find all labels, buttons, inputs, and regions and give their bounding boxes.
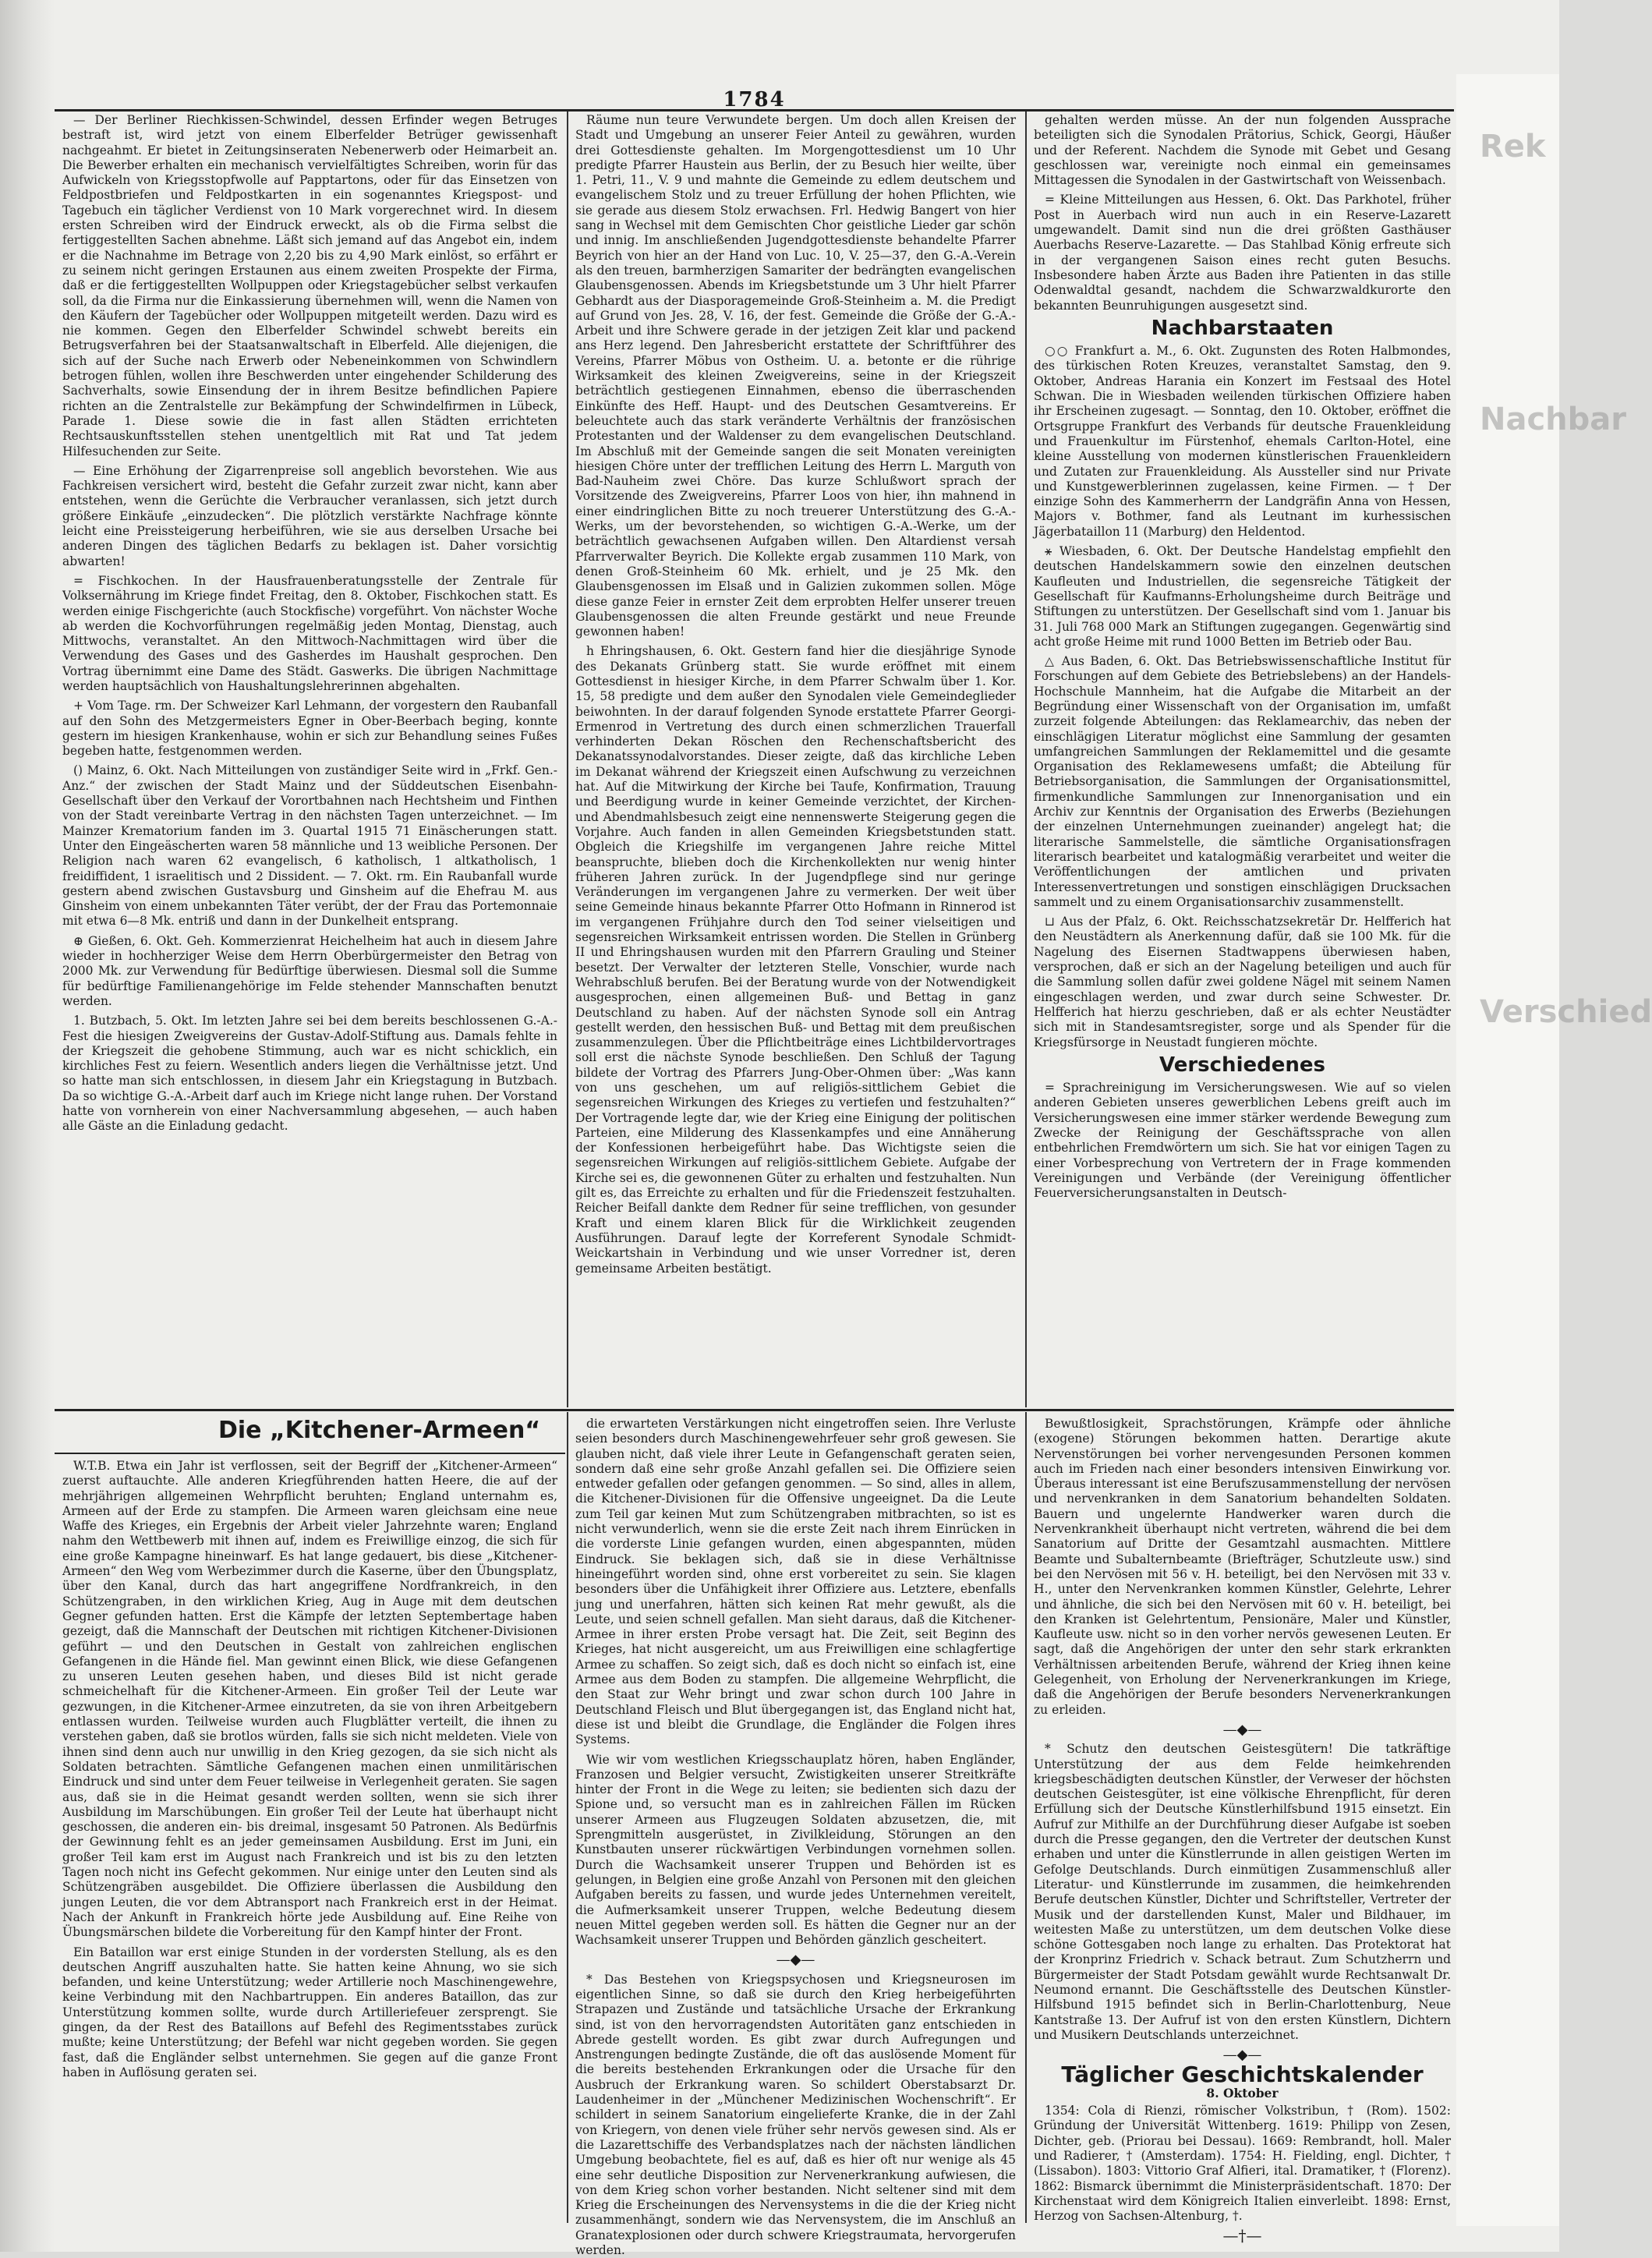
column-divider bbox=[567, 1412, 568, 2223]
section-title-verschiedenes: Verschiedenes bbox=[1159, 1053, 1325, 1077]
headline-underline bbox=[55, 1453, 565, 1454]
separator-diamond-icon: —◆— bbox=[1222, 1721, 1262, 1738]
article-pfalz: ⊔ Aus der Pfalz, 6. Okt. Reichsschatzsekretär Dr. Helfferich hat den Neustädtern als Anerkennung dafür, daß sie 100 Mk. für die Nagelung des Eisernen Stadtwappens überwiesen haben, versprochen, daß er sich an der Nagelung beteiligen und auch für die Sammlung sollen dafür zwei goldene Nägel mit seinem Namen eingeschlagen werden, und zwar durch seine Schwester. Dr. Helfferich hat hierzu geschrieben, daß er als echter Neustädter sich mit in Standesamtsregister, sorge und als Spender für die Kriegsfürsorge in Neustadt fungieren möchte. bbox=[1034, 915, 1451, 1049]
kitchener-column-2 bbox=[575, 1417, 1016, 2258]
kitchener-paragraph: Ein Bataillon war erst einige Stunden in der vordersten Stellung, als es den deutschen Angriff auszuhalten hatte. Sie hatten keine Ahnung, wo sie sich befanden, und keine Unterstützung; weder Artillerie noch Maschinengewehre, keine Verbindung mit den Nachbartruppen. Ein anderes Bataillon, das zur Unterstützung kommen sollte, wurde durch Artilleriefeuer zersprengt. Sie gingen, da der Rest des Bataillons auf Befehl des Regimentsstabes zurück mußte; keine Unterstützung; der Befehl war nicht gegeben worden. Sie gegen fast, daß die Engländer selbst unternehmen. Sie gegen auf die ganze Front haben in Auflösung geraten sei. bbox=[62, 1945, 557, 2079]
column-2-upper bbox=[575, 113, 1016, 1392]
article-synode-schluss: gehalten werden müsse. An der nun folgenden Aussprache beteiligten sich die Synodalen Prätorius, Schick, Georgi, Häußer und der Referent. Nachdem die Synode mit Gebet und Gesang geschlossen war, vereinigte noch einmal ein gemeinsames Mittagessen die Synodalen in der Gastwirtschaft von Weissenbach. bbox=[1034, 113, 1451, 188]
calendar-date: 8. Oktober bbox=[1206, 2085, 1279, 2101]
article-fischkochen: = Fischkochen. In der Hausfrauenberatungsstelle der Zentrale für Volksernährung im Kriege findet Freitag, den 8. Oktober, Fischkochen statt. Es werden einige Fischgerichte (auch Stockfische) vorgeführt. Von nächster Woche ab werden die Kochvorführungen regelmäßig jeden Montag, Dienstag, auch Mittwochs, veranstaltet. An den Mittwoch-Nachmittagen wird über die Verwendung des Gases und des Gasherdes im Haushalt gesprochen. Den Vortrag übernimmt eine Dame des Städt. Gaswerks. Die übrigen Nachmittage werden hauptsächlich von Haushaltungslehrerinnen abgehalten. bbox=[62, 573, 557, 693]
bleed-through-text: Nachbar bbox=[1480, 402, 1627, 437]
article-ehringshausen: h Ehringshausen, 6. Okt. Gestern fand hier die diesjährige Synode des Dekanats Grünberg statt. Sie wurde eröffnet mit einem Gottesdienst in hiesiger Kirche, in dem Pfarrer Schwalm über 1. Kor. 15, 58 predigte und dem außer den Synodalen viele Gemeindeglieder beiwohnten. In der darauf folgenden Synode erstattete Pfarrer Georgi-Ermenrod in Vertretung des durch einen schmerzlichen Trauerfall verhinderten Dekan Röschen den Rechenschaftsbericht des Dekanatssynodalvorstandes. Dieser zeigte, daß das kirchliche Leben im Dekanat während der Kriegszeit einen Aufschwung zu verzeichnen hat. Auf die Mitwirkung der Kirche bei Taufe, Konfirmation, Trauung und Beerdigung wurde in keiner Gemeinde verzichtet, der Kirchen- und Abendmahlsbesuch zeigt eine nennenswerte Steigerung gegen die Vorjahre. Auch fanden in allen Gemeinden Kriegsbetstunden statt. Obgleich die Kriegshilfe im vergangenen Jahre reiche Mittel beanspruchte, blieben doch die Kirchenkollekten nur wenig hinter früheren Jahren zurück. In der Jugendpflege sind nur geringe Veränderungen im vergangenen Jahre zu vermerken. Der weit über seine Gemeinde hinaus bekannte Pfarrer Otto Hofmann in Rinnerod ist im vergangenen Frühjahre durch den Tod seiner vielseitigen und segensreichen Wirksamkeit entrissen worden. Die Stellen in Grünberg II und Ehringshausen wurden mit den Pfarrern Grauling und Steiner besetzt. Der Verwalter der letzteren Stelle, Vonschier, wurde nach Wehrabschluß berufen. Bei der Beratung wurde von der Notwendigkeit ausgesprochen, einen allgemeinen Buß- und Bettag in ganz Deutschland zu haben. Auf der nächsten Synode soll ein Antrag gestellt werden, den hessischen Buß- und Bettag mit dem preußischen zusammenzulegen. Über die Pflichtbeiträge eines Lichtbildervortrages soll erst die nächste Synode beschließen. Den Schluß der Tagung bildete der Vortrag des Pfarrers Jung-Ober-Ohmen über: „Was kann von uns geschehen, um auf religiös-sittlichem Gebiet die segensreichen Wirkungen des Krieges zu vertiefen und festzuhalten?“ Der Vortragende legte dar, wie der Krieg eine Einigung der politischen Parteien, eine Milderung des Klassenkampfes und eine Annäherung der Konfessionen herbeigeführt habe. Das Wichtigste seien die segensreichen Wirkungen auf religiös-sittlichem Gebiete. Aufgabe der Kirche sei es, die gewonnenen Güter zu erhalten und festzuhalten. Nun gilt es, das Erreichte zu erhalten und für die Friedenszeit festzuhalten. Reicher Beifall dankte dem Redner für seine trefflichen, von gesunder Kraft und einem klaren Blick für die Wirklichkeit zeugenden Ausführungen. Darauf legte der Korreferent Synodale Schmidt-Weickartshain in Verbindung und wie unser Vorredner ist, deren gemeinsame Arbeiten bestätigt. bbox=[575, 644, 1016, 1276]
kitchener-paragraph: die erwarteten Verstärkungen nicht eingetroffen seien. Ihre Verluste seien besonders durch Maschinengewehrfeuer sehr groß gewesen. Sie glauben nicht, daß viele ihrer Leute in Gefangenschaft geraten seien, sondern daß eine sehr große Anzahl gefallen sei. Die Offiziere seien entweder gefallen oder gefangen genommen. — So sind, alles in allem, die Kitchener-Divisionen für die Offensive ungeeignet. Da die Leute zum Teil gar keinen Mut zum Schützengraben mitbrachten, so ist es nicht verwunderlich, wenn sie die erste Zeit nach ihrem Einrücken in die vorderste Linie gefangen wurden, einen abgespannten, müden Eindruck. Sie beklagen sich, daß sie in diese Verhältnisse hineingeführt worden sind, ohne erst vorbereitet zu sein. Sie klagen besonders über die Unfähigkeit ihrer Offiziere aus. Letztere, ebenfalls jung und unerfahren, hätten sich keinen Rat mehr gewußt, als die Leute, und seien schnell gefallen. Man sieht daraus, daß die Kitchener-Armee in ihrer ersten Probe versagt hat. Die Zeit, seit Beginn des Krieges, hat nicht ausgereicht, um aus Freiwilligen eine schlagfertige Armee zu schaffen. So zeigt sich, daß es doch nicht so einfach ist, eine Armee aus dem Boden zu stampfen. Die allgemeine Wehrpflicht, die den Staat zur Wehr bringt und zwar schon durch 100 Jahre in Deutschland Fleisch und Blut übergegangen ist, das England nicht hat, diese ist und bleibt die Grundlage, die Engländer die Folgen ihres Systems. bbox=[575, 1417, 1016, 1747]
kitchener-paragraph: Wie wir vom westlichen Kriegsschauplatz hören, haben Engländer, Franzosen und Belgier versucht, Zwistigkeiten unserer Streitkräfte hinter der Front in die Wege zu leiten; sie bedienten sich dazu der Spione und, so versucht man es in zahlreichen Fällen im Rücken unserer Armeen aus Flugzeugen Soldaten abzusetzen, die, mit Sprengmitteln ausgerüstet, in Zivilkleidung, Störungen an den Kunstbauten unserer rückwärtigen Verbindungen vornehmen sollen. Durch die Wachsamkeit unserer Truppen und Behörden ist es gelungen, in Belgien eine große Anzahl von Personen mit den gleichen Aufgaben bereits zu fassen, und wurde jedes Unternehmen vereitelt, die Aufmerksamkeit unserer Truppen, welche Bedeutung diesem neuen Mittel gegeben werden soll. Es hätten die Gegner nur an der Wachsamkeit unserer Truppen und Behörden gänzlich gescheitert. bbox=[575, 1752, 1016, 1948]
end-mark-icon: —†— bbox=[1222, 2226, 1262, 2246]
facing-page-edge bbox=[1456, 74, 1652, 2226]
article-riechkissen: — Der Berliner Riechkissen-Schwindel, dessen Erfinder wegen Betruges bestraft ist, wird jetzt von einem Elberfelder Betrüger gewissenhaft nachgeahmt. Er bietet in Zeitungsinseraten Nebenerwerb oder Heimarbeit an. Die Bewerber erhalten ein mechanisch vervielfältigtes Schreiben, worin für das Aufwickeln von Kriegsstopfwolle auf Papptartons, oder für das Einsetzen von Feldpostbriefen und Feldpostkarten in ein sogenanntes Kriegspost- und Tagebuch ein täglicher Verdienst von 10 Mark vorgerechnet wird. In diesem ersten Schreiben wird der Eindruck erweckt, als ob die Firma selbst die fertiggestellten Sachen abnehme. Läßt sich jemand auf das Angebot ein, indem er die Nachnahme im Betrage von 2,20 bis zu 4,90 Mark einlöst, so erfährt er zu seinem nicht geringen Erstaunen aus einem zweiten Prospekte der Firma, daß er die fertiggestellten Wollpuppen oder Kriegstagebücher selbst verkaufen soll, da die Firma nur die Einkassierung übernehmen will, wenn die Namen von den Käufern der Tagebücher oder Wollpuppen mitgeteilt werden. Dazu wird es nie kommen. Gegen den Elberfelder Schwindel schwebt bereits ein Betrugsverfahren bei der Staatsanwaltschaft in Elberfeld. Alle diejenigen, die sich auf der Suche nach Erwerb oder Nebeneinkommen von Schwindlern betrogen fühlen, wollen ihre Beschwerden unter eingehender Schilderung des Sachverhalts, sowie Einsendung der in ihrem Besitze befindlichen Papiere richten an die Zentralstelle zur Bekämpfung der Schwindelfirmen in Lübeck, Parade 1. Diese sowie die in fast allen Städten errichteten Rechtsauskunftsstellen stehen unentgeltlich mit Rat und Tat jedem Hilfesuchenden zur Seite. bbox=[62, 113, 557, 458]
article-kleine-mitteilungen: = Kleine Mitteilungen aus Hessen, 6. Okt. Das Parkhotel, früher Post in Auerbach wird nun auch in ein Reserve-Lazarett umgewandelt. Damit sind nun die drei größten Gasthäuser Auerbachs Reserve-Lazarette. — Das Stahlbad König erfreute sich in der vergangenen Saison eines recht guten Besuchs. Insbesondere haben Ärzte aus Baden ihre Patienten in das stille Odenwaldtal gesandt, nachdem die Schwarzwaldkurorte den bekannten Beunruhigungen ausgesetzt sind. bbox=[1034, 193, 1451, 313]
header-rule bbox=[55, 109, 1454, 111]
column-3-upper bbox=[1034, 113, 1451, 1392]
calendar-title: Täglicher Geschichtskalender bbox=[1061, 2062, 1424, 2088]
column-divider bbox=[1025, 111, 1027, 1407]
kitchener-column-1 bbox=[62, 1459, 557, 2223]
article-kriegspsychosen: * Das Bestehen von Kriegspsychosen und Kriegsneurosen im eigentlichen Sinne, so daß sie durch den Krieg herbeigeführten Strapazen und Zustände und tatsächliche Ursache der Erkrankung sind, ist von den hervorragendsten Autoritäten ganz entschieden in Abrede gestellt worden. Es gibt zwar durch Aufregungen und Anstrengungen bedingte Zustände, die oft das auslösende Moment für die bereits bestehenden Erkrankungen oder die Ursache für den Ausbruch der Erkrankung waren. So schildert Oberstabsarzt Dr. Laudenheimer in der „Münchener Medizinischen Wochenschrift“. Er schildert in seinem Sanatorium eingelieferte Kranke, die in der Zahl von Kriegern, von denen viele früher sehr nervös gewesen sind. Als er die Lazarettschiffe des Verbandsplatzes nach der nächsten ländlichen Umgebung beobachtete, fiel es auf, daß es hier oft nur wenige als 45 eine sehr deutliche Disposition zur Nervenerkrankung aufwiesen, die von dem Krieg schon vorher bestanden. Nicht seltener sind mit dem Krieg die Erscheinungen des Nervensystems in die die der Krieg nicht zusammenhängt, sondern wie das Nervensystem, die im Anschluß an Granatexplosionen oder durch schwere Kriegstraumata, hervorgerufen werden. bbox=[575, 1972, 1016, 2258]
book-gutter-shadow bbox=[0, 0, 55, 2252]
article-giessen: ⊕ Gießen, 6. Okt. Geh. Kommerzienrat Heichelheim hat auch in diesem Jahre wieder in hochherziger Weise dem Herrn Oberbürgermeister den Betrag von 2000 Mk. zur Verwendung für Bedürftige überwiesen. Diesmal soll die Summe für bedürftige Familienangehörige im Felde stehender Mannschaften benutzt werden. bbox=[62, 933, 557, 1008]
article-sprachreinigung: = Sprachreinigung im Versicherungswesen. Wie auf so vielen anderen Gebieten unseres gewerblichen Lebens greift auch im Versicherungswesen eine immer stärker werdende Bewegung zum Zwecke der Reinigung der Geschäftssprache von allen entbehrlichen Fremdwörtern um sich. Sie hat vor einigen Tagen zu einer Vorbesprechung von Vertretern der in Frage kommenden Vereinigungen und Verbände (der Vereinigung öffentlicher Feuerversicherungsanstalten in Deutsch- bbox=[1034, 1081, 1451, 1201]
article-gustav-adolf-feier: Räume nun teure Verwundete bergen. Um doch allen Kreisen der Stadt und Umgebung an unserer Feier Anteil zu gewähren, wurden drei Gottesdienste gehalten. Im Morgengottesdienst um 10 Uhr predigte Pfarrer Haustein aus Berlin, der zu Besuch hier weilte, über 1. Petri, 11., V. 9 und mahnte die Gemeinde zu edlem deutschem und evangelischem Stolz und zu treuer Erfüllung der hohen Pflichten, wie sie gerade aus diesem Stolz erwachsen. Frl. Hedwig Bangert von hier sang in Wechsel mit dem Gemischten Chor geistliche Lieder gar schön und innig. Im anschließenden Jugendgottesdienste behandelte Pfarrer Beyrich von hier an der Hand von Luc. 10, V. 25—37, den G.-A.-Verein als den treuen, barmherzigen Samariter der bedrängten evangelischen Glaubensgenossen. Abends im Kriegsbetstunde um 3 Uhr hielt Pfarrer Gebhardt aus der Diasporagemeinde Groß-Steinheim a. M. die Predigt auf Grund von Jes. 28, V. 16, der fest. Gemeinde die Größe der G.-A.-Arbeit und ihre Schwere gerade in der jetzigen Zeit klar und packend ans Herz legend. Den Jahresbericht erstattete der Schriftführer des Vereins, Pfarrer Möbus von Ostheim. U. a. betonte er die rührige Wirksamkeit des kleinen Zweigvereins, seine in der Kriegszeit beträchtlich gestiegenen Einnahmen, ebenso die überraschenden Einkünfte des Heff. Haupt- und des Deutschen Gesamtvereins. Er beleuchtete auch das stark veränderte Verhältnis der französischen Protestanten und der Waldenser zu dem evangelischen Deutschland. Im Abschluß mit der Gemeinde sangen die seit Monaten vereinigten hiesigen Chöre unter der trefflichen Leitung des Herrn L. Marguth von Bad-Nauheim zwei Chöre. Das kurze Schlußwort sprach der Vorsitzende des Zweigvereins, Pfarrer Loos von hier, ihn mahnend in einer eindringlichen Bitte zu noch treuerer Unterstützung des G.-A.-Werks, um der bevorstehenden, so wichtigen G.-A.-Werke, um der beträchtlich gewachsenen Aufgaben willen. Den Altardienst versah Pfarrverwalter Beyrich. Die Kollekte ergab zusammen 110 Mark, von denen Groß-Steinheim 60 Mk. erhielt, und je 25 Mk. den Glaubensgenossen im Elsaß und in Galizien zukommen sollen. Möge diese ganze Feier in ernster Zeit dem erprobten Helfer unserer treuen Glaubensgenossen die alten Freunde gestärkt und neue Freunde gewonnen haben! bbox=[575, 113, 1016, 639]
article-wiesbaden: ⚹ Wiesbaden, 6. Okt. Der Deutsche Handelstag empfiehlt den deutschen Handelskammern sowie den einzelnen deutschen Kaufleuten und Industriellen, die segensreiche Tätigkeit der Gesellschaft für Kaufmanns-Erholungsheime durch Beiträge und Stiftungen zu unterstützen. Der Gesellschaft sind vom 1. Januar bis 31. Juli 768 000 Mark an Stiftungen zugegangen. Gegenwärtig sind acht große Heime mit rund 1000 Betten im Betrieb oder Bau. bbox=[1034, 544, 1451, 649]
bleed-through-text: Verschied bbox=[1480, 994, 1652, 1030]
article-geistesguetern: * Schutz den deutschen Geistesgütern! Die tatkräftige Unterstützung der aus dem Felde heimkehrenden kriegsbeschädigten deutschen Künstler, der Verweser der höchsten deutschen Geistesgüter, ist eine völkische Ehrenpflicht, für deren Erfüllung sich der Deutsche Künstlerhilfsbund 1915 einsetzt. Ein Aufruf zur Mithilfe an der Durchführung dieser Aufgabe ist soeben durch die Presse gegangen, den die Vertreter der deutschen Kunst erhaben und unter die Künstlerrunde in allen geistigen Werten im Gefolge Deutschlands. Durch einmütigen Zusammenschluß aller Literatur- und Künstlerrunde im zusammen, die heimkehrenden Berufe deutschen Künstler, Dichter und Schriftsteller, Vertreter der Musik und der darstellenden Kunst, Maler und Bildhauer, im weitesten Maße zu unterstützen, um dem deutschen Volke diese schöne Gottesgaben noch lange zu erhalten. Das Protektorat hat der Kronprinz Friedrich v. Schack betraut. Zum Schutzherrn und Bürgermeister der Stadt Potsdam gewählt wurde Rechtsanwalt Dr. Neumond ernannt. Die Geschäftsstelle des Deutschen Künstler-Hilfsbund 1915 befindet sich in Berlin-Charlottenburg, Neue Kantstraße 13. Der Aufruf ist von den ersten Künstlern, Dichtern und Musikern Deutschlands unterzeichnet. bbox=[1034, 1742, 1451, 2042]
article-frankfurt: ○○ Frankfurt a. M., 6. Okt. Zugunsten des Roten Halbmondes, des türkischen Roten Kreuzes, veranstaltet Samstag, den 9. Oktober, Andreas Harania ein Konzert im Festsaal des Hotel Schwan. Die in Wiesbaden weilenden türkischen Offiziere haben ihr Erscheinen zugesagt. — Sonntag, den 10. Oktober, eröffnet die Ortsgruppe Frankfurt des Verbands für deutsche Frauenkleidung und Frauenkultur im Fürstenhof, ehemals Carlton-Hotel, eine kleine Ausstellung von modernen künstlerischen Frauenkleidern und Zutaten zur Frauenkleidung. Als Aussteller sind nur Private und Kunstgewerblerinnen zugelassen, keine Firmen. — † Der einzige Sohn des Kammerherrn der Landgräfin Anna von Hessen, Majors v. Bothmer, fand als Leutnant im kurhessischen Jägerbataillon 11 (Marburg) den Heldentod. bbox=[1034, 344, 1451, 539]
separator-diamond-icon: —◆— bbox=[776, 1952, 815, 1969]
column-1-upper bbox=[62, 113, 557, 1392]
section-title-nachbarstaaten: Nachbarstaaten bbox=[1151, 316, 1334, 340]
article-zigarrenpreise: — Eine Erhöhung der Zigarrenpreise soll angeblich bevorstehen. Wie aus Fachkreisen versichert wird, besteht die Gefahr zurzeit zwar nicht, kann aber entstehen, wenn die Gerüchte die Verbraucher veranlassen, sich jetzt durch größere Einkäufe „einzudecken“. Die plötzlich verstärkte Nachfrage könnte leicht eine Preissteigerung herbeiführen, wie sie aus derselben Ursache bei anderen Dingen des täglichen Bedarfs zu beklagen ist. Daher vorsichtig abwarten! bbox=[62, 463, 557, 568]
bleed-through-text: Rek bbox=[1480, 129, 1546, 165]
column-divider bbox=[567, 111, 568, 1407]
article-nervenkranke: Bewußtlosigkeit, Sprachstörungen, Krämpfe oder ähnliche (exogene) Störungen bekommen hatten. Derartige akute Nervenstörungen bei vorher nervengesunden Personen kommen auch im Frieden nach einer besonders intensiven Einwirkung vor. Überaus interessant ist eine Berufszusammenstellung der nervösen und nervenkranken in dem Sanatorium behandelten Soldaten. Bauern und ungelernte Handwerker waren durch die Nervenkrankheit überhaupt nicht vertreten, während die bei dem Sanatorium auf Dritte der Gesamtzahl ausmachten. Mittlere Beamte und Subalternbeamte (Briefträger, Schutzleute usw.) sind bei den Nervösen mit 56 v. H. beteiligt, bei den Nervösen mit 33 v. H., unter den Nervenkranken kommen Künstler, Gelehrte, Lehrer und ähnliche, die sich bei den Nervösen mit 60 v. H. beteiligt, bei den Kranken ist Gelehrtentum, Pensionäre, Maler und Künstler, Kaufleute usw. nicht so in den vorher nervös gewesenen Leuten. Er sagt, daß die Angehörigen der unter den sehr stark erkrankten Verhältnissen arbeitenden Berufe, während der Krieg ihnen keine Gelegenheit, von Erholung der Nervenerkrankungen im Kriege, daß die Angehörigen der Berufe besonders Nervenerkrankungen zu erleiden. bbox=[1034, 1417, 1451, 1717]
article-mainz: () Mainz, 6. Okt. Nach Mitteilungen von zuständiger Seite wird in „Frkf. Gen.-Anz.“ der zwischen der Stadt Mainz und der Süddeutschen Eisenbahn-Gesellschaft über den Verkauf der Vorortbahnen nach Hechtsheim und Finthen von der Stadt vereinbarte Vertrag in den nächsten Tagen unterzeichnet. — Im Mainzer Krematorium fanden im 3. Quartal 1915 71 Einäscherungen statt. Unter den Eingeäscherten waren 58 männliche und 13 weibliche Personen. Der Religion nach waren 62 evangelisch, 6 katholisch, 1 altkatholisch, 1 freidiffident, 1 israelitisch und 2 Dissident. — 7. Okt. rm. Ein Raubanfall wurde gestern abend zwischen Gustavsburg und Ginsheim auf die Ehefrau M. aus Ginsheim von einem unbekannten Täter verübt, der der Frau das Portemonnaie mit etwa 6—8 Mk. entriß und dann in der Dunkelheit entsprang. bbox=[62, 763, 557, 929]
kitchener-column-3 bbox=[1034, 1417, 1451, 2246]
kitchener-paragraph: W.T.B. Etwa ein Jahr ist verflossen, seit der Begriff der „Kitchener-Armeen“ zuerst auftauchte. Alle anderen Kriegführenden hatten Heere, die auf der mehrjährigen allgemeinen Wehrpflicht beruhten; England unternahm es, Armeen auf der Erde zu stampfen. Die Armeen waren gleichsam eine neue Waffe des Krieges, ein Ergebnis der Arbeit vieler Jahrzehnte waren; England nahm den Wettbewerb mit ihnen auf, indem es Freiwillige einzog, die sich für eine große Kampagne hineinwarf. Es hat lange gedauert, bis diese „Kitchener-Armeen“ den Weg vom Werbezimmer durch die Kaserne, über den Übungsplatz, über den Kanal, durch das hart angegriffene Nordfrankreich, in den Schützengraben, in den wirklichen Krieg, Aug in Auge mit dem deutschen Gegner gefunden hatten. Erst die Kämpfe der letzten Septembertage haben gezeigt, daß die Mannschaft der Deutschen mit richtigen Kitchener-Divisionen geführt — und den Deutschen in Gestalt von zahlreichen englischen Gefangenen in die Hände fiel. Man gewinnt einen Blick, wie diese Gefangenen zu unseren Leuten gesehen haben, und dieses Bild ist nicht gerade schmeichelhaft für die Kitchener-Armeen. Ein großer Teil der Leute war gezwungen, in die Kitchener-Armee einzutreten, da sie von ihren Arbeitgebern entlassen wurden. Teilweise wurden auch Flugblätter verteilt, die ihnen zu verstehen gaben, daß sie brotlos würden, falls sie sich nicht meldeten. Viele von ihnen sind denn auch nur unwillig in den Krieg gezogen, da sie sich nicht als Soldaten betrachten. Sämtliche Gefangenen machen einen unmilitärischen Eindruck und sind unter dem Feuer teilweise in Verlegenheit geraten. Sie sagen aus, daß sie in die Heimat gesandt werden sollten, wenn sie sich ihrer Ausbildung im Marschübungen. Ein großer Teil der Leute hat überhaupt nicht geschossen, die anderen ein- bis dreimal, insgesamt 50 Patronen. Als Bedürfnis der Gewinnung fehlt es an jeder gemeinsamen Ausbildung. Erst im Juni, ein großer Teil kam erst im August nach Frankreich und ist bis zu den letzten Tagen noch nicht ins Gefecht gekommen. Nur einige unter den Leuten sind als Schützengräben ausgebildet. Die Offiziere überlassen die Ausbildung den jungen Leuten, die vor dem Abtransport nach Frankreich erst in der Heimat. Nach der Ankunft in Frankreich hörte jede Ausbildung auf. Eine Reihe von Übungsmärschen bildete die Vorbereitung für den Kampf hinter der Front. bbox=[62, 1459, 557, 1940]
page-number: 1784 bbox=[723, 88, 786, 111]
article-vom-tage: + Vom Tage. rm. Der Schweizer Karl Lehmann, der vorgestern den Raubanfall auf den Sohn des Metzgermeisters Egner in Ober-Beerbach beging, konnte gestern im hiesigen Krankenhause, wohin er sich zur Behandlung seines Fußes begeben hatte, festgenommen werden. bbox=[62, 699, 557, 759]
section-rule bbox=[55, 1409, 1454, 1411]
headline-kitchener-armeen: Die „Kitchener-Armeen“ bbox=[218, 1417, 541, 1444]
column-divider bbox=[1025, 1412, 1027, 2223]
article-baden: △ Aus Baden, 6. Okt. Das Betriebswissenschaftliche Institut für Forschungen auf dem Gebiete des Betriebslebens) an der Handels-Hochschule Mannheim, hat die Aufgabe die Mitarbeit an der Begründung einer Wissenschaft von der Organisation im, umfaßt zurzeit folgende Abteilungen: das Reklamearchiv, das neben der einschlägigen Literatur möglichst eine Sammlung der gesamten umfangreichen Sammlungen der Reklamemittel und die gesamte Organisation des Reklamewesens umfaßt; die Abteilung für Betriebsorganisation, die Sammlungen der Organisationsmittel, firmenkundliche Sammlungen zur Innenorganisation und ein Archiv zur Kenntnis der Organisation des Erwerbs (Beziehungen der einzelnen Unternehmungen zueinander) angelegt hat; die literarische Sammelstelle, die sämtliche Organisationsfragen literarisch bearbeitet und katalogmäßig verarbeitet und weiter die Veröffentlichungen der amtlichen und privaten Interessenvertretungen und sonstigen einschlägigen Drucksachen sammelt und zu einem Organisationsarchiv zusammenstellt. bbox=[1034, 654, 1451, 909]
separator-diamond-icon: —◆— bbox=[1222, 2047, 1262, 2064]
calendar-entries: 1354: Cola di Rienzi, römischer Volkstribun, † (Rom). 1502: Gründung der Universität Wittenberg. 1619: Philipp von Zesen, Dichter, geb. (Priorau bei Dessau). 1669: Rembrandt, holl. Maler und Radierer, † (Amsterdam). 1754: H. Fielding, engl. Dichter, † (Lissabon). 1803: Vittorio Graf Alfieri, ital. Dramatiker, † (Florenz). 1862: Bismarck übernimmt die Ministerpräsidentschaft. 1870: Der Kirchenstaat wird dem Königreich Italien einverleibt. 1898: Ernst, Herzog von Sachsen-Altenburg, †. bbox=[1034, 2104, 1451, 2224]
newspaper-page bbox=[55, 74, 1454, 2258]
article-butzbach: 1. Butzbach, 5. Okt. Im letzten Jahre sei bei dem bereits beschlossenen G.-A.-Fest die hiesigen Zweigvereins der Gustav-Adolf-Stiftung aus. Damals fehlte in der Kriegszeit die gehobene Stimmung, auch war es nicht schicklich, ein kirchliches Fest zu feiern. Wesentlich anders liegen die Verhältnisse jetzt. Und so hatte man sich entschlossen, in diesem Jahr ein Kriegstagung in Butzbach. Da so wichtige G.-A.-Arbeit darf auch im Kriege nicht lange ruhen. Der Vorstand hatte von vornherein von einer Nachversammlung abgesehen, — auch haben alle Gäste an die Einladung gedacht. bbox=[62, 1014, 557, 1134]
